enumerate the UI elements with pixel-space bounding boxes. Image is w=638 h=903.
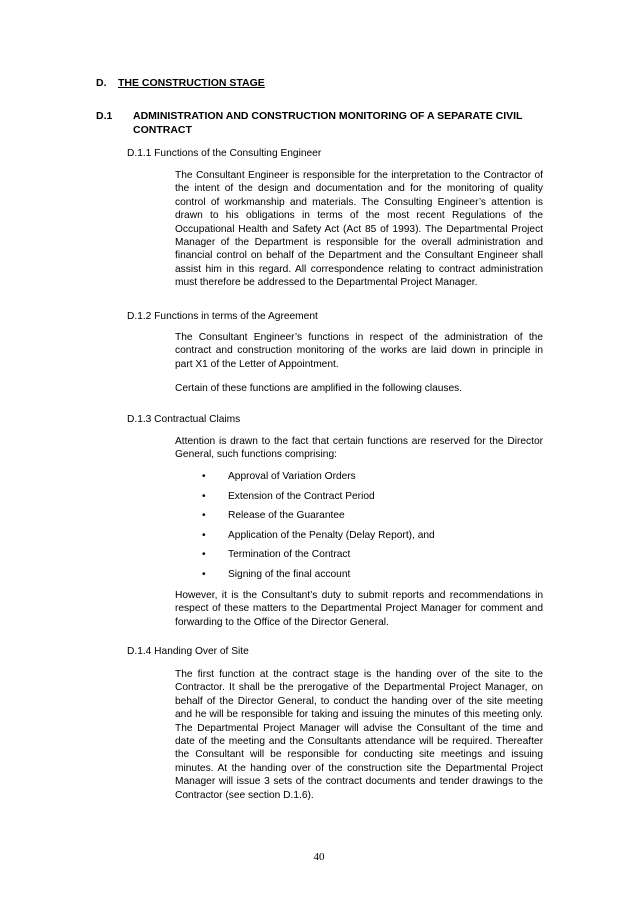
bullet-icon: • <box>202 490 206 502</box>
page-number: 40 <box>313 851 325 863</box>
bullet-icon: • <box>202 529 206 541</box>
section-heading <box>96 77 265 89</box>
subsection-number: D.1 <box>96 110 113 122</box>
d111-heading: D.1.1 Functions of the Consulting Engineer <box>127 148 322 159</box>
list-item-text: Release of the Guarantee <box>228 510 345 521</box>
list-item-text: Signing of the final account <box>228 568 351 580</box>
d112-heading: D.1.2 Functions in terms of the Agreement <box>127 311 318 322</box>
list-item-text: Application of the Penalty (Delay Report), and <box>228 529 435 541</box>
bullet-icon: • <box>202 568 206 580</box>
list-item-text: Approval of Variation Orders <box>228 471 356 482</box>
subsection-title: ADMINISTRATION AND CONSTRUCTION MONITORING OF A SEPARATE CIVIL CONTRACT <box>133 110 523 136</box>
section-number: D. <box>96 77 107 89</box>
bullet-icon: • <box>202 510 206 521</box>
d112-paragraph-1: The Consultant Engineer’s functions in respect of the administration of the contract and construction monitoring of the works are laid down in principle in part X1 of the Letter of Appointment. <box>175 332 543 370</box>
d113-heading: D.1.3 Contractual Claims <box>127 414 241 425</box>
d111-paragraph: The Consultant Engineer is responsible for the interpretation to the Contractor of the intent of the design and documentation and for the monitoring of quality control of workmanship and materials. The Consulting Engineer’s attention is drawn to his obligations in terms of the most recent Regulations of the Occupational Health and Safety Act (Act 85 of 1993). The Departmental Project Manager of the Department is responsible for the overall administration and financial control on behalf of the Department and the Consultant Engineer shall assist him in this regard. All correspondence relating to contract administration must therefore be addressed to the Departmental Project Manager. <box>175 170 543 289</box>
list-item <box>175 549 545 569</box>
list-item <box>175 569 545 589</box>
list-item <box>175 491 545 511</box>
list-item <box>175 471 545 491</box>
d114-paragraph: The first function at the contract stage is the handing over of the site to the Contractor. It shall be the prerogative of the Departmental Project Manager, on behalf of the Director General, to conduct the handing over of the site meeting and he will be responsible for taking and issuing the minutes of this meeting only. The Departmental Project Manager will advise the Consultant of the time and date of the meeting and the Consultants attendance will be required. Thereafter the Consultant will be responsible for conducting site meetings and issuing minutes. At the handing over of the construction site the Departmental Project Manager will issue 3 sets of the contract documents and tender drawings to the Contractor (see section D.1.6). <box>175 669 543 801</box>
d113-paragraph-1: Attention is drawn to the fact that certain functions are reserved for the Director General, such functions comprising: <box>175 436 543 461</box>
list-item-text: Termination of the Contract <box>228 549 351 560</box>
d113-paragraph-2: However, it is the Consultant’s duty to submit reports and recommendations in respect of these matters to the Departmental Project Manager for comment and forwarding to the Office of the Director General. <box>175 590 543 628</box>
claims-list <box>175 471 545 588</box>
bullet-icon: • <box>202 471 206 482</box>
bullet-icon: • <box>202 549 206 560</box>
list-item <box>175 530 545 550</box>
section-title: THE CONSTRUCTION STAGE <box>118 77 265 89</box>
list-item-text: Extension of the Contract Period <box>228 490 375 502</box>
d114-heading: D.1.4 Handing Over of Site <box>127 646 249 657</box>
d112-paragraph-2: Certain of these functions are amplified in the following clauses. <box>175 383 463 394</box>
list-item <box>175 510 545 530</box>
